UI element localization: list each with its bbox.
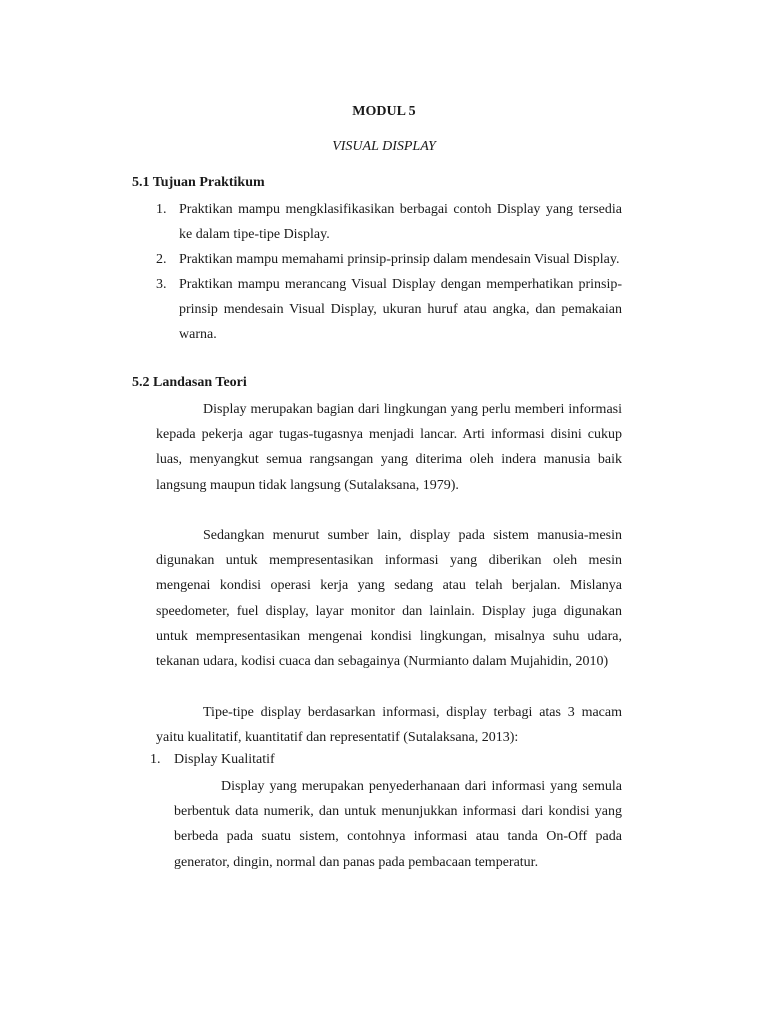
subsection-label: Display Kualitatif	[174, 752, 275, 767]
section-heading-landasan: 5.2 Landasan Teori	[132, 375, 247, 390]
objective-item	[132, 197, 622, 247]
subsection-item	[150, 750, 275, 770]
objectives-list	[132, 197, 622, 347]
objective-text: Praktikan mampu memahami prinsip-prinsip dalam mendesain Visual Display.	[179, 252, 620, 267]
list-number: 1.	[150, 752, 161, 767]
module-subtitle: VISUAL DISPLAY	[332, 139, 436, 154]
theory-paragraph: Display merupakan bagian dari lingkungan yang perlu memberi informasi kepada pekerja agar tugas-tugasnya menjadi lancar. Arti informasi disini cukup luas, menyangkut semua rangsangan yang diterima oleh indera manusia baik langsung maupun tidak langsung (Sutalaksana, 1979).	[156, 402, 622, 493]
objective-text: Praktikan mampu mengklasifikasikan berbagai contoh Display yang tersedia ke dalam tipe-tipe Display.	[179, 202, 622, 242]
theory-paragraph: Tipe-tipe display berdasarkan informasi, display terbagi atas 3 macam yaitu kualitatif, kuantitatif dan representatif (Sutalaksana, 2013):	[156, 705, 622, 746]
objective-item	[132, 272, 622, 347]
list-number: 1.	[156, 202, 167, 217]
list-number: 2.	[156, 252, 167, 267]
list-number: 3.	[156, 277, 167, 292]
subsection-paragraph: Display yang merupakan penyederhanaan dari informasi yang semula berbentuk data numerik, dan untuk menunjukkan informasi dari kondisi yang berbeda pada suatu sistem, contohnya informasi atau tanda On-Off pada generator, dingin, normal dan panas pada pembacaan temperatur.	[174, 779, 622, 870]
objective-text: Praktikan mampu merancang Visual Display dengan memperhatikan prinsip-prinsip mendesain Visual Display, ukuran huruf atau angka, dan pemakaian warna.	[179, 277, 622, 342]
objective-item	[132, 247, 622, 272]
theory-paragraph: Sedangkan menurut sumber lain, display pada sistem manusia-mesin digunakan untuk mempresentasikan informasi yang diberikan oleh mesin mengenai kondisi operasi kerja yang sedang atau telah berjalan. Mislanya speedometer, fuel display, layar monitor dan lainlain. Display juga digunakan untuk mempresentasikan mengenai kondisi lingkungan, misalnya suhu udara, tekanan udara, kodisi cuaca dan sebagainya (Nurmianto dalam Mujahidin, 2010)	[156, 528, 622, 670]
section-heading-tujuan: 5.1 Tujuan Praktikum	[132, 175, 265, 190]
module-title: MODUL 5	[352, 104, 416, 119]
